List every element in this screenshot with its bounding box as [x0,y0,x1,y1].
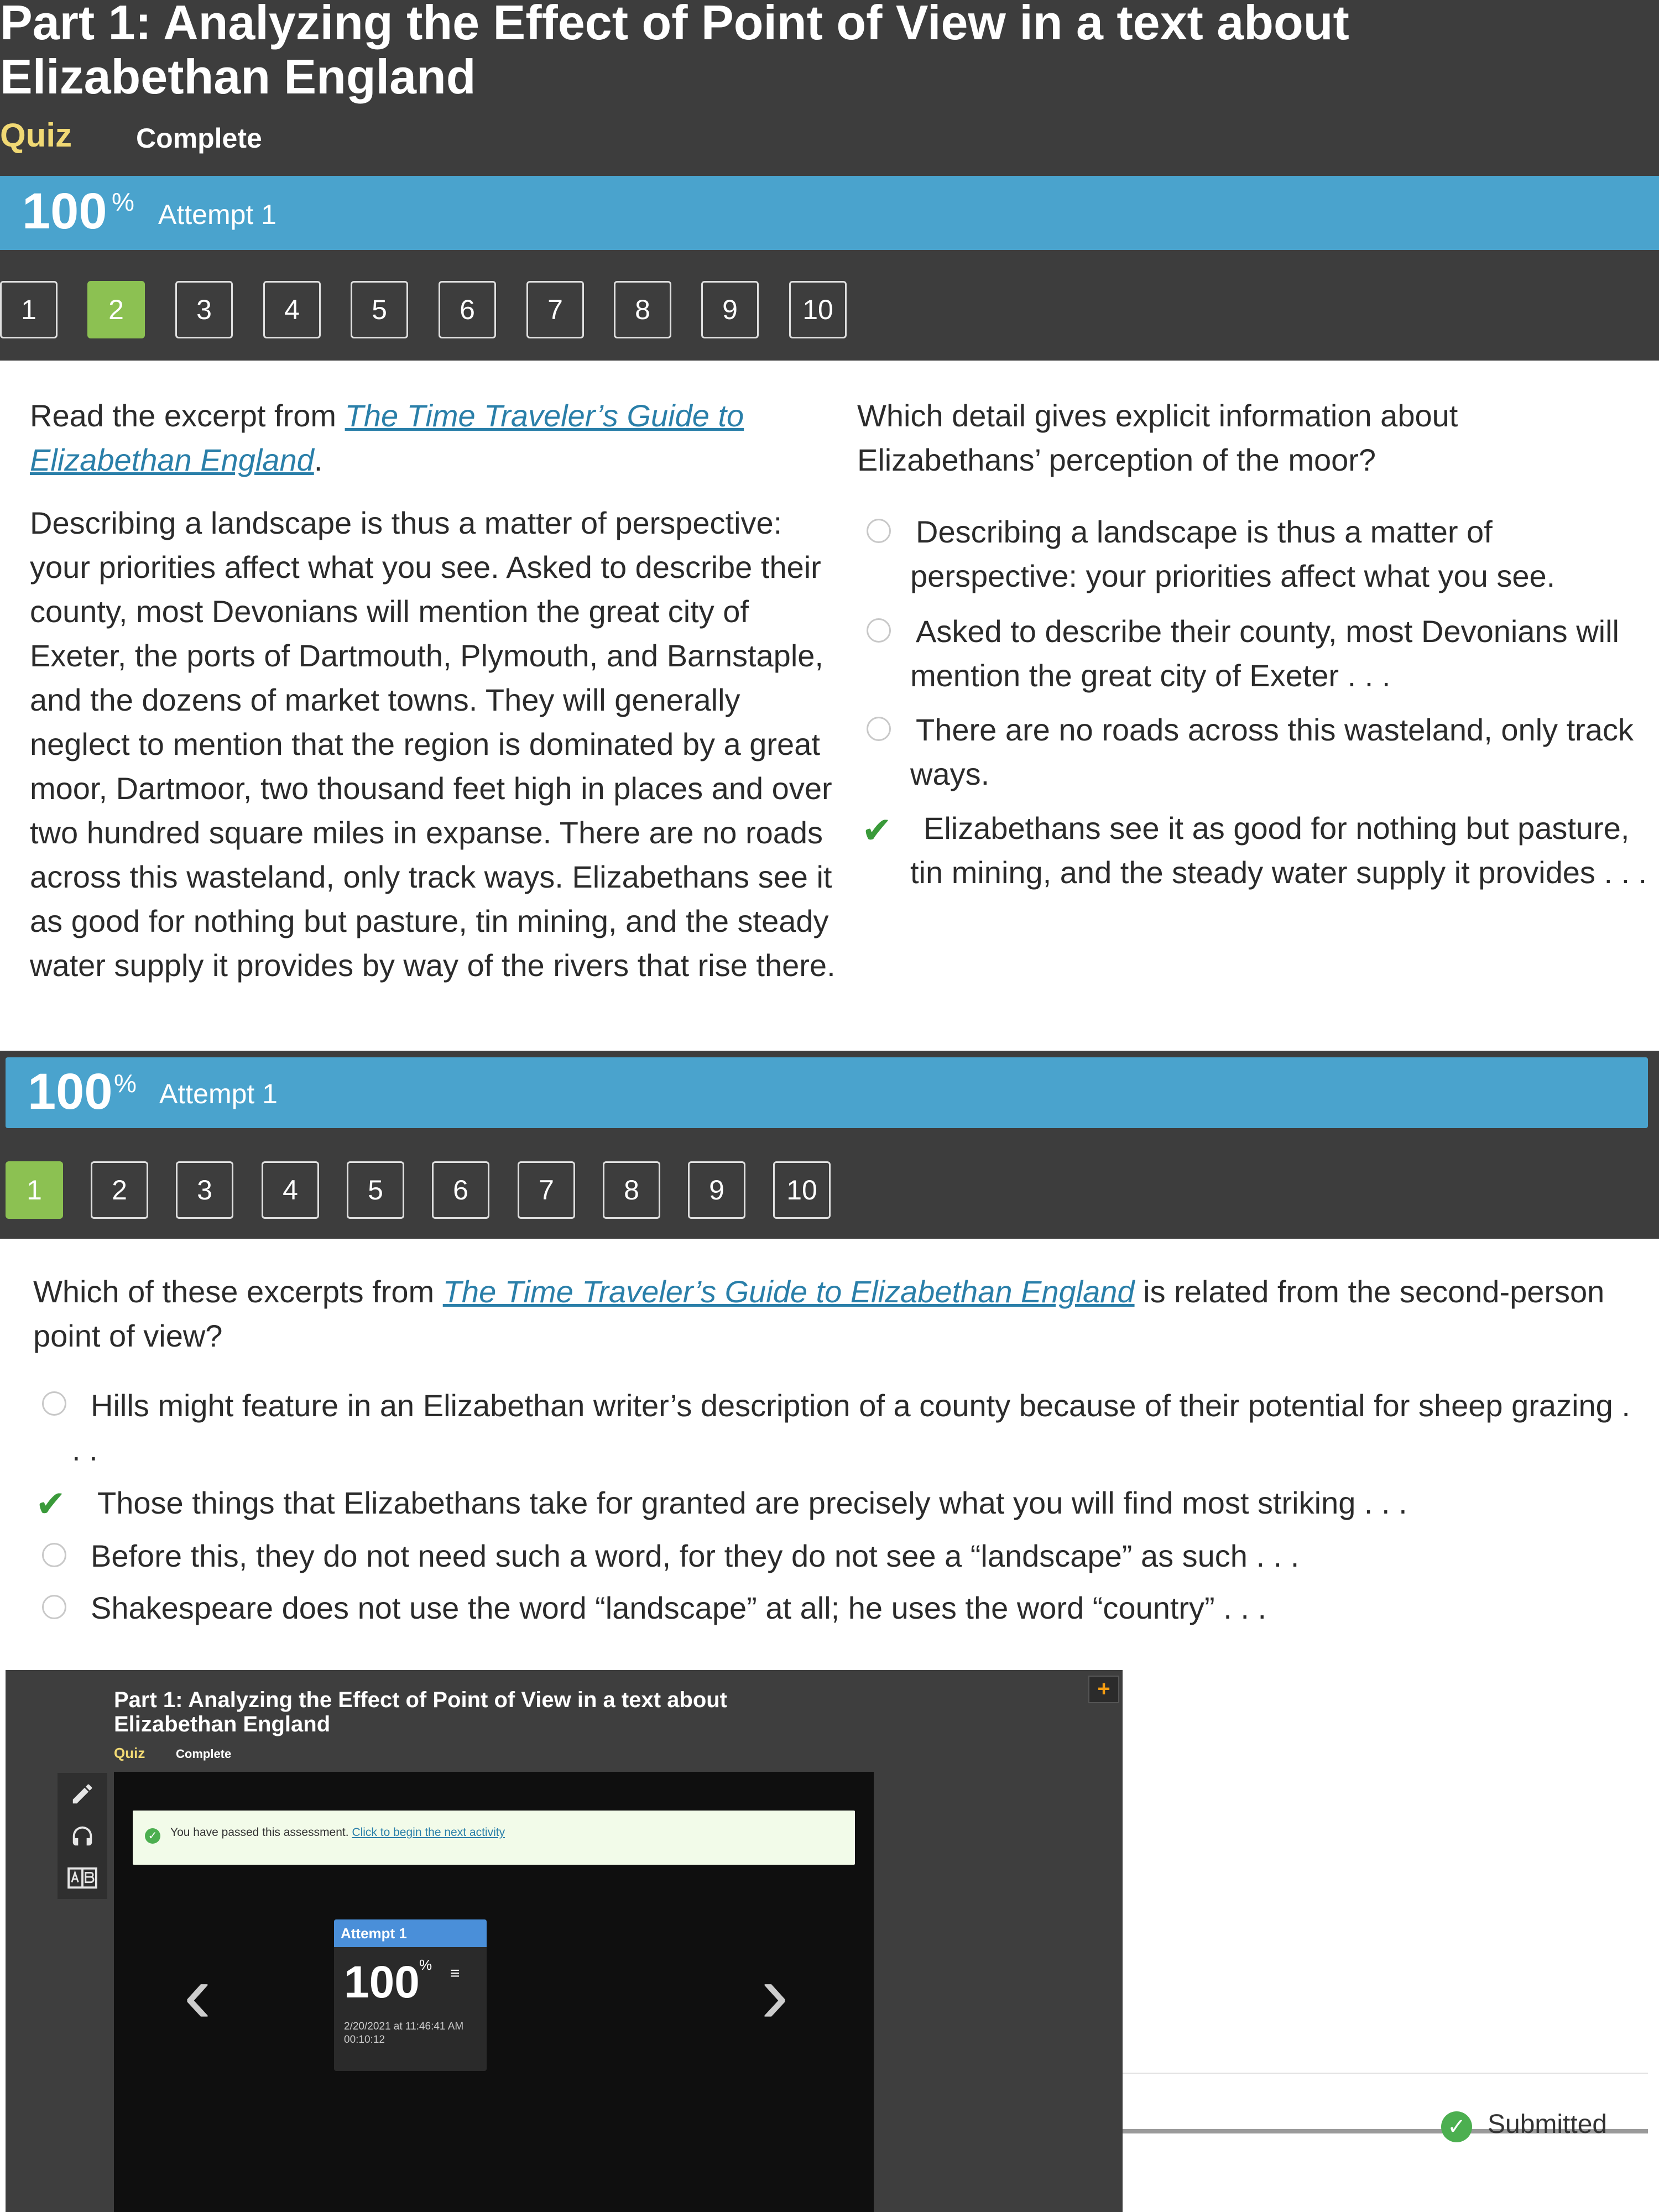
correct-check-icon: ✔ [862,810,893,851]
book-title-link[interactable]: The Time Traveler’s Guide to Elizabethan England [30,398,744,477]
question-6-button[interactable]: 6 [432,1161,489,1219]
embedded-title: Part 1: Analyzing the Effect of Point of View in a text about Elizabethan England [114,1688,728,1736]
status-label: Complete [136,123,262,154]
attempt-card-meta [344,2020,463,2047]
option-4-radio[interactable] [42,1595,66,1619]
question-navigator [0,281,885,342]
option-1-radio[interactable] [867,519,891,543]
attempt-label: Attempt 1 [159,1078,278,1109]
book-title-link[interactable]: The Time Traveler’s Guide to Elizabethan England [442,1274,1135,1309]
excerpt-intro-end: . [314,442,323,477]
embedded-status-label: Complete [176,1747,232,1761]
question-1-button[interactable]: 1 [0,281,58,338]
attempt-card-score: 100 [344,1957,420,2007]
question-text [33,1270,1626,1358]
option-2-radio[interactable] [867,618,891,643]
question-9-button[interactable]: 9 [701,281,759,338]
question-start: Which of these excerpts from [33,1274,443,1309]
next-arrow-icon[interactable]: › [761,1947,789,2040]
correct-check-icon: ✔ [35,1483,66,1524]
attempt-card-header: Attempt 1 [334,1919,487,1947]
add-button[interactable]: + [1088,1676,1119,1703]
option-1-text[interactable]: Hills might feature in an Elizabethan writer’s description of a county because of their potential for sheep grazing . . . [72,1388,1630,1467]
divider [1123,2073,1648,2074]
option-2-text[interactable]: Those things that Elizabethans take for granted are precisely what you will find most striking . . . [97,1485,1407,1520]
quiz-label: Quiz [0,117,72,154]
attempt-duration: 00:10:12 [344,2034,385,2046]
question-navigator [6,1161,890,1222]
score-value: 100 [22,183,107,239]
question-8-button[interactable]: 8 [614,281,671,338]
pass-message [170,1825,505,1840]
submitted-label: Submitted [1488,2110,1608,2139]
list-icon[interactable]: ≡ [450,1964,460,1983]
question-5-button[interactable]: 5 [351,281,408,338]
option-3-radio[interactable] [867,717,891,741]
page-title: Part 1: Analyzing the Effect of Point of View in a text about Elizabethan England [0,0,1349,104]
question-2-button[interactable]: 2 [87,281,145,338]
option-4-text[interactable]: Elizabethans see it as good for nothing but pasture, tin mining, and the steady water supply it provides . . . [910,811,1647,890]
question-10-button[interactable]: 10 [773,1161,831,1219]
question-8-button[interactable]: 8 [603,1161,660,1219]
score-percent-sign: % [112,187,134,216]
pass-message-text: You have passed this assessment. [170,1826,352,1839]
option-2-text[interactable]: Asked to describe their county, most Devonians will mention the great city of Exeter . . . [910,614,1619,693]
option-4-text[interactable]: Shakespeare does not use the word “landscape” at all; he uses the word “country” . . . [91,1590,1267,1625]
tool-sidebar [58,1773,107,1899]
background-panel [1123,1670,1648,2129]
question-4-button[interactable]: 4 [263,281,321,338]
question-3-button[interactable]: 3 [176,1161,233,1219]
question-end: is related from the second-person point of view? [33,1274,1605,1353]
question-6-button[interactable]: 6 [439,281,496,338]
score-bar [6,1057,1648,1128]
pass-check-icon: ✓ [145,1828,160,1844]
excerpt-passage: Describing a landscape is thus a matter of perspective: your priorities affect what you see. Asked to describe their county, most Devonians will mention the great city of Exeter, the ports of Dartmouth, Plymouth, and Barnstaple, and the dozens of market towns. They will generally neglect to mention that the region is dominated by a great moor, Dartmoor, two thousand feet high in places and over two hundred square miles in expanse. There are no roads across this wasteland, only track ways. Elizabethans see it as good for nothing but pasture, tin mining, and the steady water supply it provides by way of the rivers that rise there. [30,505,836,983]
score-bar [0,176,1659,250]
pencil-icon[interactable] [58,1773,107,1815]
score-value: 100 [28,1063,113,1120]
option-3-text[interactable]: There are no roads across this wasteland, only track ways. [910,712,1634,791]
attempt-label: Attempt 1 [158,199,276,230]
excerpt-intro [30,394,815,482]
excerpt-intro-text: Read the excerpt from [30,398,345,433]
question-3-button[interactable]: 3 [175,281,233,338]
question-4-button[interactable]: 4 [262,1161,319,1219]
submitted-check-icon: ✓ [1441,2111,1472,2142]
question-7-button[interactable]: 7 [518,1161,575,1219]
question-text: Which detail gives explicit information about Elizabethans’ perception of the moor? [857,398,1458,477]
option-3-radio[interactable] [42,1543,66,1567]
next-activity-link[interactable]: Click to begin the next activity [352,1826,505,1839]
attempt-date: 2/20/2021 at 11:46:41 AM [344,2021,464,2032]
option-3-text[interactable]: Before this, they do not need such a word, for they do not see a “landscape” as such . . . [91,1538,1300,1573]
embedded-quiz-label: Quiz [114,1745,145,1761]
option-1-text[interactable]: Describing a landscape is thus a matter of perspective: your priorities affect what you see. [910,514,1556,593]
question-10-button[interactable]: 10 [789,281,847,338]
score-percent-sign: % [114,1069,137,1098]
previous-arrow-icon[interactable]: ‹ [184,1947,211,2040]
question-1-button[interactable]: 1 [6,1161,63,1219]
attempt-card-percent-sign: % [419,1957,432,1973]
question-5-button[interactable]: 5 [347,1161,404,1219]
dictionary-icon[interactable] [58,1857,107,1899]
headphones-icon[interactable] [58,1815,107,1857]
question-9-button[interactable]: 9 [688,1161,745,1219]
question-2-button[interactable]: 2 [91,1161,148,1219]
option-1-radio[interactable] [42,1391,66,1416]
question-7-button[interactable]: 7 [526,281,584,338]
